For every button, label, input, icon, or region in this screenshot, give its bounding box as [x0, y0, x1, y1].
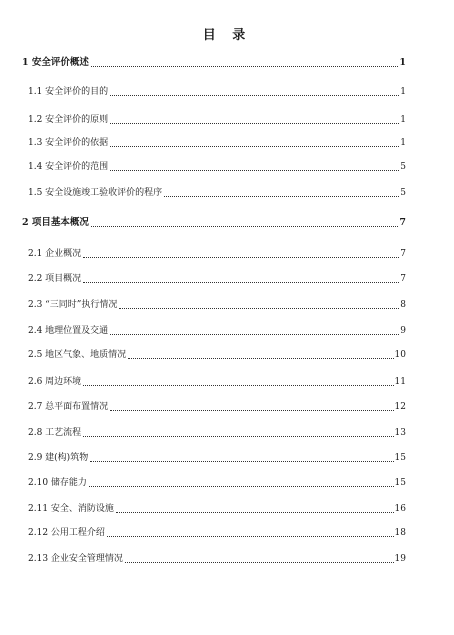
- toc-section-row[interactable]: [22, 376, 406, 388]
- toc-entry-label: 1.5 安全设施竣工验收评价的程序: [28, 188, 163, 198]
- toc-page-number: 19: [394, 554, 406, 564]
- toc-section-row[interactable]: [22, 187, 406, 199]
- toc-section-row[interactable]: [22, 161, 406, 173]
- toc-section-row[interactable]: [22, 137, 406, 149]
- toc-page-number: 13: [394, 428, 406, 438]
- toc-entry-label: 2.9 建(构)筑物: [28, 453, 89, 463]
- toc-entry-label: 2.6 周边环境: [28, 377, 82, 387]
- toc-entry-label: 1.3 安全评价的依据: [28, 138, 109, 148]
- dot-leader: [83, 256, 399, 258]
- toc-entry-label: 1.2 安全评价的原则: [28, 115, 109, 125]
- toc-section-row[interactable]: [22, 452, 406, 464]
- toc-entry-label: 2.4 地理位置及交通: [28, 326, 109, 336]
- page-title: 目 录: [202, 28, 252, 43]
- toc-section-row[interactable]: [22, 273, 406, 285]
- toc-page-number: 10: [394, 350, 406, 360]
- toc-entry-label: 2.10 储存能力: [28, 478, 87, 488]
- toc-page-number: 11: [394, 377, 406, 387]
- toc-page-number: 7: [399, 217, 406, 228]
- toc-entry-label: 2.2 项目概况: [28, 274, 82, 284]
- toc-section-row[interactable]: [22, 248, 406, 260]
- dot-leader: [83, 435, 393, 437]
- toc-chapter-row[interactable]: [22, 57, 406, 69]
- toc-section-row[interactable]: [22, 503, 406, 515]
- toc-entry-label: 2.1 企业概况: [28, 249, 82, 259]
- toc-page-number: 15: [394, 478, 406, 488]
- toc-page-number: 1: [399, 57, 406, 68]
- dot-leader: [83, 384, 393, 386]
- toc-section-row[interactable]: [22, 427, 406, 439]
- dot-leader: [164, 195, 399, 197]
- dot-leader: [110, 333, 399, 335]
- dot-leader: [83, 281, 399, 283]
- toc-page-number: 5: [400, 188, 406, 198]
- toc-page-number: 18: [394, 528, 406, 538]
- toc-section-row[interactable]: [22, 299, 406, 311]
- dot-leader: [110, 169, 399, 171]
- toc-section-row[interactable]: [22, 325, 406, 337]
- toc-chapter-row[interactable]: [22, 217, 406, 229]
- toc-page-number: 8: [400, 300, 406, 310]
- toc-section-row[interactable]: [22, 477, 406, 489]
- dot-leader: [110, 94, 399, 96]
- toc-page-number: 1: [400, 87, 406, 97]
- toc-page-number: 15: [394, 453, 406, 463]
- toc-page-number: 1: [400, 138, 406, 148]
- toc-entry-label: 2.13 企业安全管理情况: [28, 554, 123, 564]
- dot-leader: [125, 561, 394, 563]
- dot-leader: [128, 357, 393, 359]
- toc-section-row[interactable]: [22, 86, 406, 98]
- toc-page-number: 7: [400, 274, 406, 284]
- toc-entry-label: 2.8 工艺流程: [28, 428, 82, 438]
- toc-entry-label: 2.7 总平面布置情况: [28, 402, 109, 412]
- toc-section-row[interactable]: [22, 349, 406, 361]
- toc-entry-label: 1 安全评价概述: [22, 57, 89, 68]
- dot-leader: [89, 485, 394, 487]
- toc-page-number: 16: [394, 504, 406, 514]
- dot-leader: [107, 535, 394, 537]
- toc-page-number: 7: [400, 249, 406, 259]
- toc-entry-label: 2 项目基本概况: [22, 217, 89, 228]
- toc-page-number: 1: [400, 115, 406, 125]
- toc-section-row[interactable]: [22, 553, 406, 565]
- dot-leader: [110, 409, 393, 411]
- toc-section-row[interactable]: [22, 114, 406, 126]
- toc-section-row[interactable]: [22, 401, 406, 413]
- dot-leader: [116, 511, 394, 513]
- toc-entry-label: 1.4 安全评价的范围: [28, 162, 109, 172]
- dot-leader: [90, 460, 393, 462]
- toc-section-row[interactable]: [22, 527, 406, 539]
- dot-leader: [110, 122, 399, 124]
- toc-entry-label: 2.12 公用工程介绍: [28, 528, 105, 538]
- dot-leader: [110, 145, 399, 147]
- toc-entry-label: 2.5 地区气象、地质情况: [28, 350, 127, 360]
- dot-leader: [91, 225, 398, 227]
- toc-entry-label: 1.1 安全评价的目的: [28, 87, 109, 97]
- toc-page-number: 12: [394, 402, 406, 412]
- dot-leader: [119, 307, 399, 309]
- dot-leader: [91, 65, 398, 67]
- toc-entry-label: 2.3 “三同时”执行情况: [28, 300, 118, 310]
- toc-entry-label: 2.11 安全、消防设施: [28, 504, 114, 514]
- toc-page-number: 9: [400, 326, 406, 336]
- toc-page-number: 5: [400, 162, 406, 172]
